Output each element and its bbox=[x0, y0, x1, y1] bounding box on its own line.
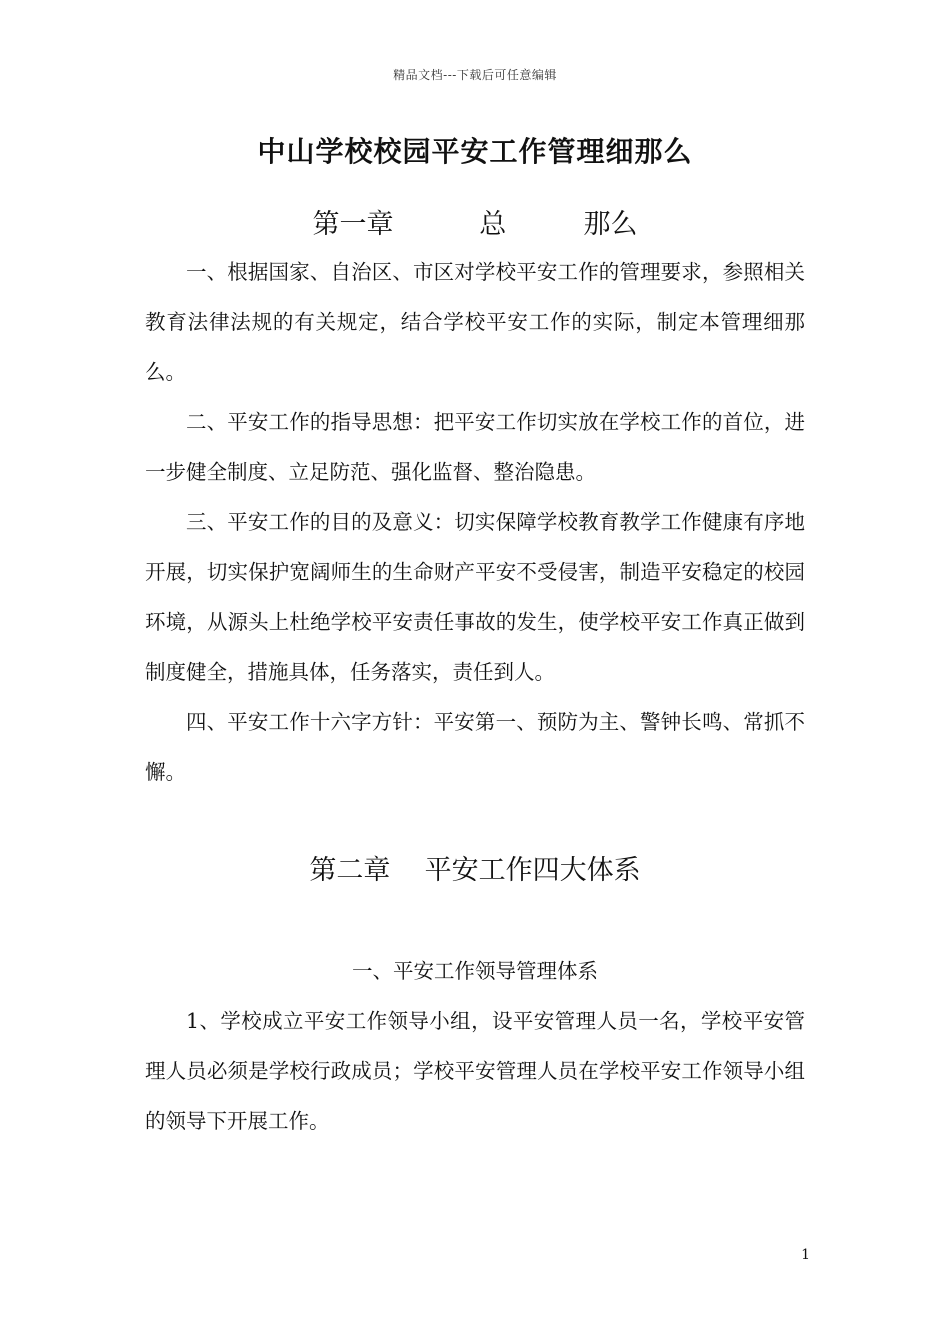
section-heading: 一、平安工作领导管理体系 bbox=[352, 959, 598, 983]
paragraph: 一、根据国家、自治区、市区对学校平安工作的管理要求，参照相关教育法律法规的有关规定，结合学校平安工作的实际，制定本管理细那么。 bbox=[145, 260, 805, 384]
paragraph: 二、平安工作的指导思想：把平安工作切实放在学校工作的首位，进一步健全制度、立足防范、强化监督、整治隐患。 bbox=[145, 410, 805, 484]
chapter-2-body bbox=[145, 996, 805, 1146]
document-title: 中山学校校园平安工作管理细那么 bbox=[257, 135, 693, 168]
chapter-1-heading: 第一章 总 那么 bbox=[312, 209, 638, 240]
paragraph: 三、平安工作的目的及意义：切实保障学校教育教学工作健康有序地开展，切实保护宽阔师生的生命财产平安不受侵害，制造平安稳定的校园环境，从源头上杜绝学校平安责任事故的发生，使学校平安工作真正做到制度健全，措施具体，任务落实，责任到人。 bbox=[145, 510, 805, 684]
paragraph: 1、学校成立平安工作领导小组，设平安管理人员一名，学校平安管理人员必须是学校行政成员；学校平安管理人员在学校平安工作领导小组的领导下开展工作。 bbox=[145, 1009, 805, 1133]
page-header: 精品文档---下载后可任意编辑 bbox=[393, 68, 557, 82]
chapter-1-body bbox=[145, 247, 805, 797]
paragraph: 四、平安工作十六字方针：平安第一、预防为主、警钟长鸣、常抓不懈。 bbox=[145, 710, 805, 784]
chapter-2-heading: 第二章 平安工作四大体系 bbox=[309, 855, 641, 886]
page-number: 1 bbox=[801, 1247, 810, 1263]
